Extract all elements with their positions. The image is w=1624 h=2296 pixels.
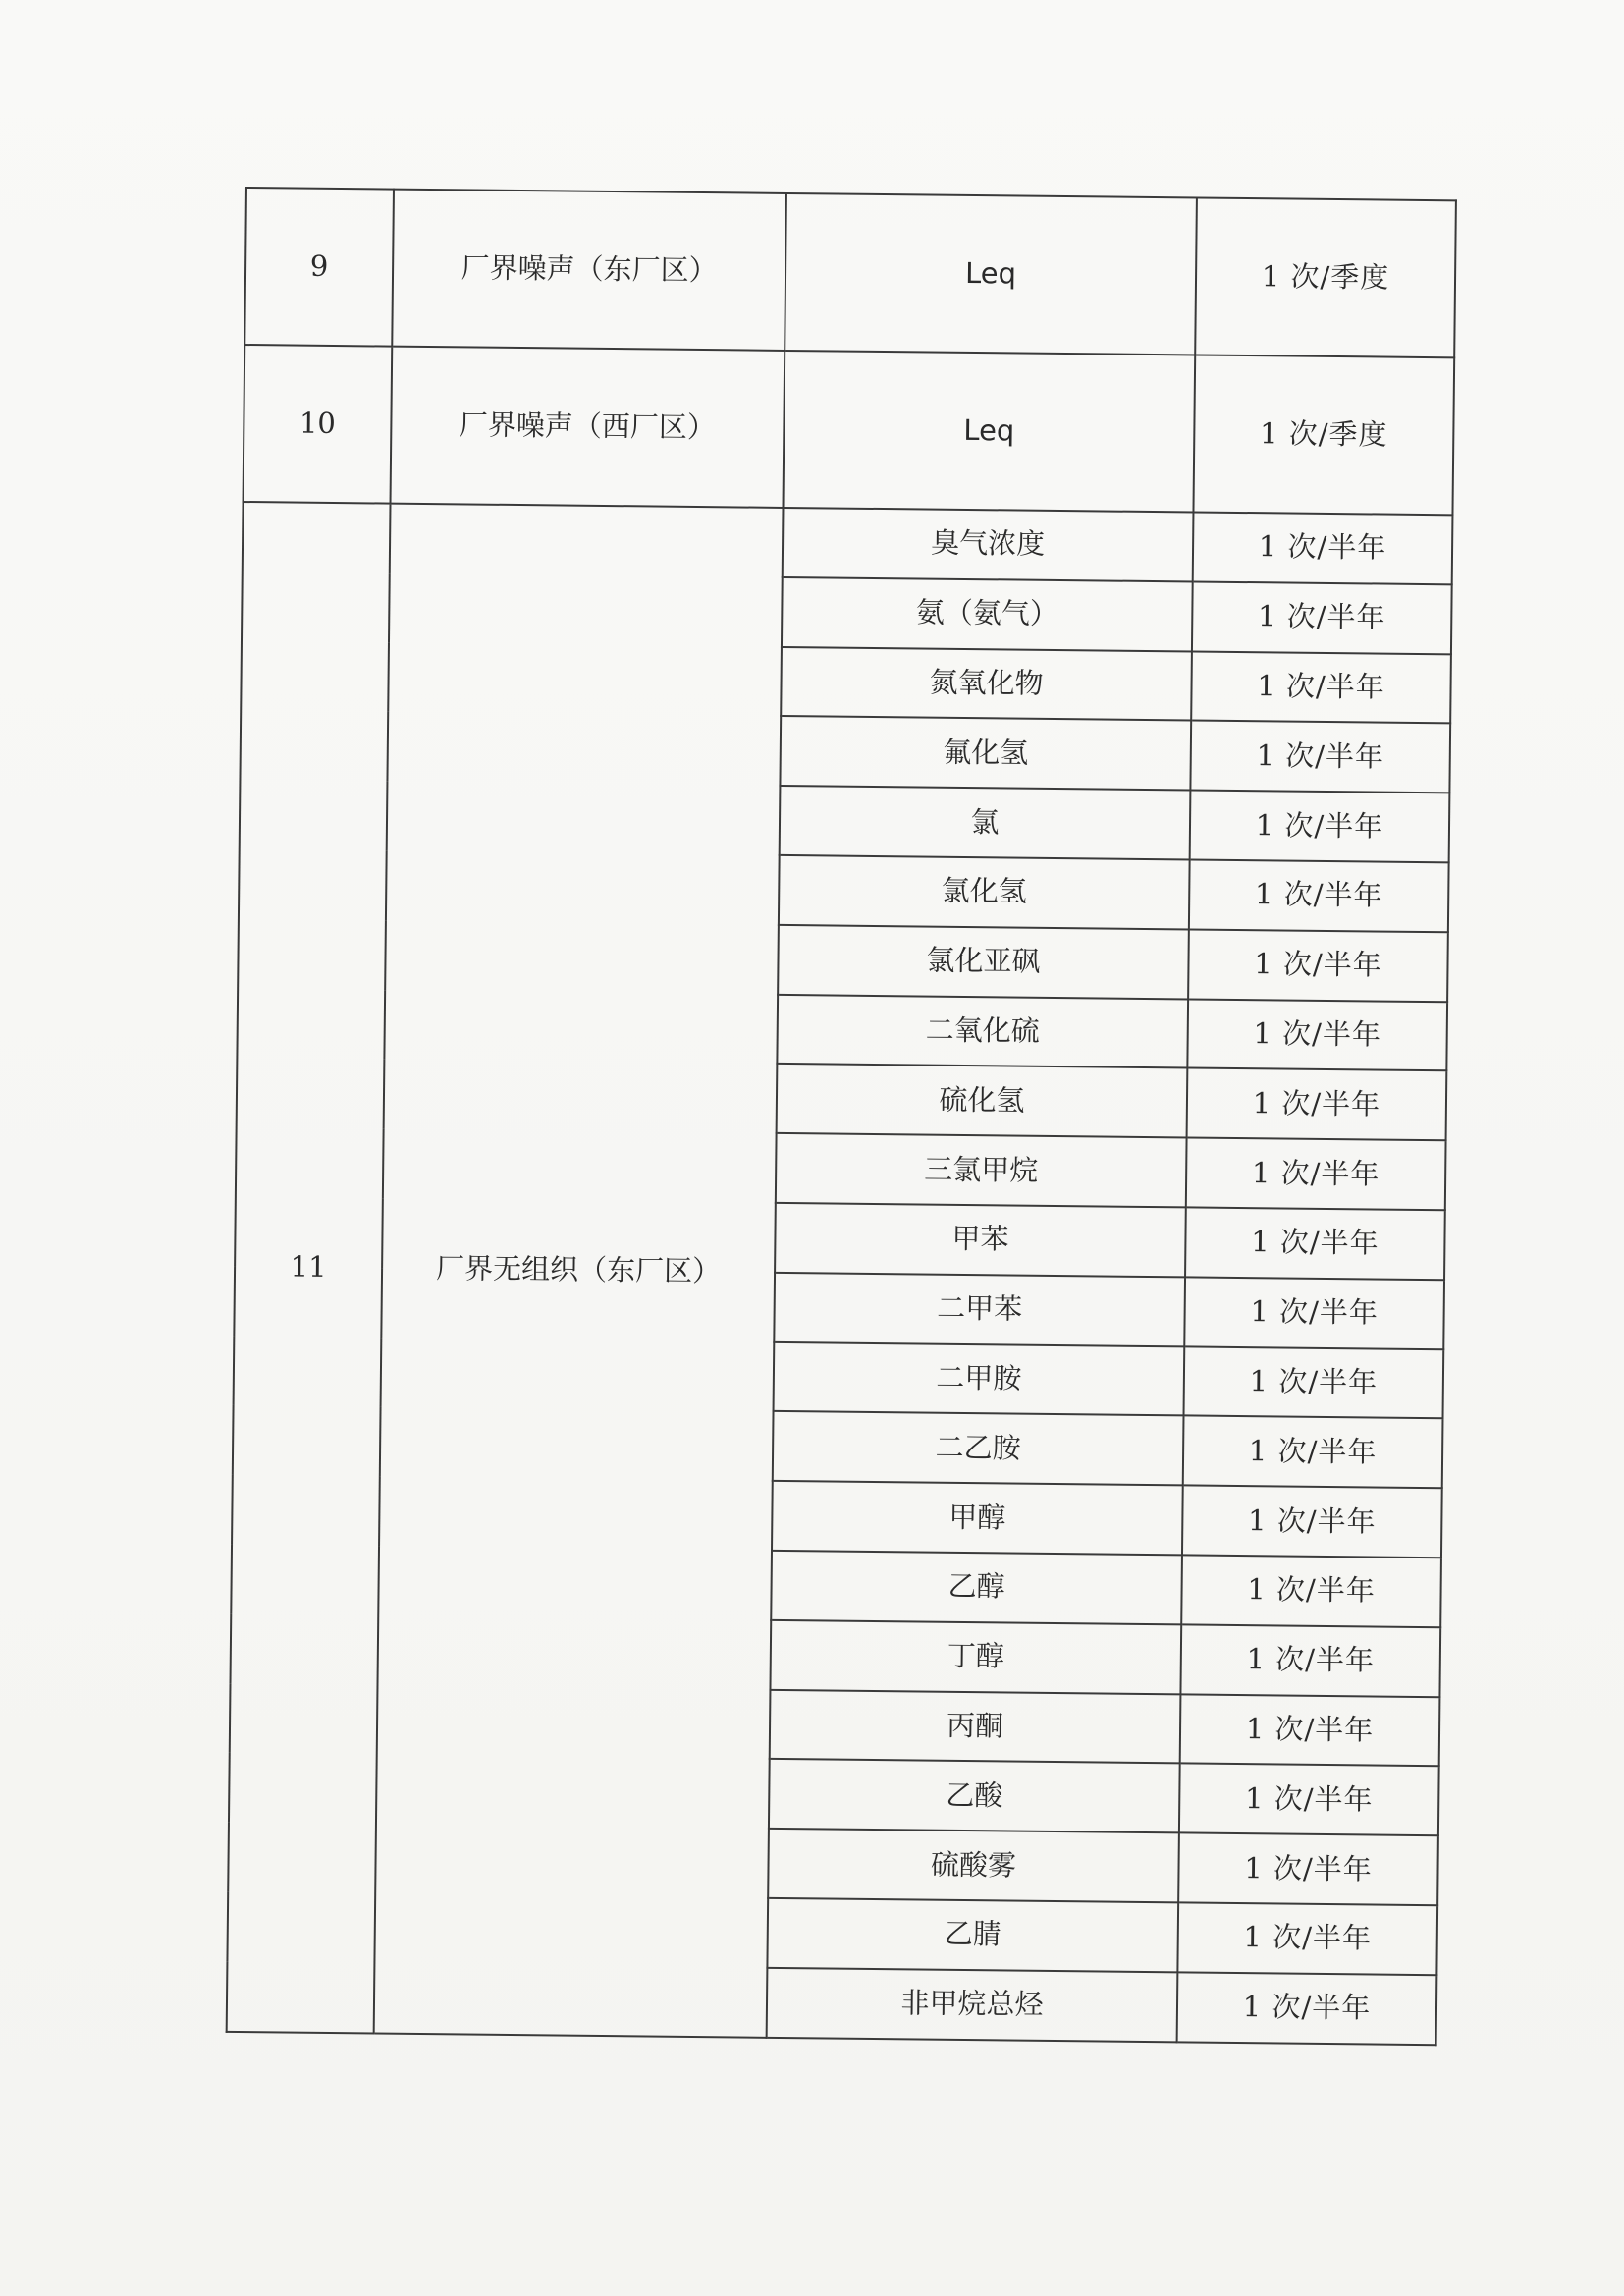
- monitoring-item: 硫酸雾: [768, 1829, 1179, 1902]
- monitoring-item: 二甲苯: [774, 1273, 1185, 1346]
- monitoring-frequency: 1 次/半年: [1181, 1555, 1441, 1627]
- monitoring-frequency: 1 次/半年: [1189, 859, 1449, 932]
- monitoring-item: 硫化氢: [777, 1064, 1188, 1137]
- monitoring-frequency: 1 次/半年: [1177, 1902, 1437, 1975]
- monitoring-item: 丙酮: [770, 1689, 1181, 1763]
- monitoring-frequency: 1 次/半年: [1180, 1694, 1440, 1767]
- monitoring-frequency: 1 次/半年: [1190, 721, 1450, 793]
- monitoring-item: Leq: [785, 193, 1197, 355]
- monitoring-frequency: 1 次/半年: [1182, 1486, 1442, 1558]
- monitoring-frequency: 1 次/半年: [1180, 1624, 1440, 1697]
- monitoring-point: 厂界无组织（东厂区）: [374, 504, 784, 2038]
- monitoring-item: 三氯甲烷: [776, 1133, 1187, 1207]
- monitoring-point: 厂界噪声（西厂区）: [391, 347, 785, 508]
- row-number: 10: [244, 345, 393, 504]
- monitoring-item: 氯化氢: [779, 855, 1190, 929]
- monitoring-table-body: [227, 188, 1456, 2045]
- table-row: [244, 345, 1455, 515]
- monitoring-frequency: 1 次/半年: [1177, 1972, 1437, 2045]
- monitoring-item: 丁醇: [770, 1620, 1181, 1694]
- monitoring-frequency: 1 次/半年: [1186, 1138, 1446, 1211]
- monitoring-item: Leq: [783, 351, 1195, 513]
- monitoring-frequency: 1 次/半年: [1179, 1764, 1439, 1836]
- monitoring-frequency: 1 次/半年: [1188, 929, 1448, 1002]
- monitoring-frequency: 1 次/半年: [1184, 1346, 1444, 1419]
- monitoring-item: 氯化亚砜: [778, 925, 1189, 999]
- monitoring-table: [226, 187, 1457, 2046]
- monitoring-item: 氮氧化物: [781, 647, 1192, 721]
- monitoring-item: 非甲烷总烃: [767, 1968, 1178, 2042]
- row-number: 9: [244, 188, 394, 347]
- monitoring-frequency: 1 次/半年: [1193, 512, 1453, 584]
- monitoring-frequency: 1 次/半年: [1190, 791, 1450, 863]
- monitoring-frequency: 1 次/半年: [1187, 1068, 1447, 1141]
- monitoring-item: 氯: [780, 786, 1191, 859]
- monitoring-item: 乙腈: [767, 1898, 1178, 1972]
- monitoring-item: 臭气浓度: [783, 508, 1194, 581]
- row-number: 11: [227, 502, 391, 2033]
- monitoring-item: 乙醇: [771, 1551, 1182, 1624]
- monitoring-item: 乙酸: [769, 1759, 1180, 1832]
- table-row: [243, 502, 1453, 584]
- monitoring-frequency: 1 次/半年: [1185, 1207, 1445, 1280]
- monitoring-frequency: 1 次/半年: [1192, 581, 1452, 654]
- monitoring-item: 二氧化硫: [777, 994, 1188, 1067]
- monitoring-item: 二乙胺: [773, 1411, 1184, 1485]
- monitoring-item: 氨（氨气）: [782, 577, 1193, 651]
- table-row: [244, 188, 1456, 357]
- monitoring-frequency: 1 次/半年: [1191, 651, 1451, 724]
- monitoring-frequency: 1 次/半年: [1184, 1277, 1444, 1349]
- monitoring-frequency: 1 次/半年: [1187, 999, 1447, 1071]
- monitoring-frequency: 1 次/季度: [1195, 197, 1456, 357]
- monitoring-frequency: 1 次/半年: [1183, 1416, 1443, 1489]
- monitoring-item: 二甲胺: [774, 1341, 1185, 1415]
- monitoring-item: 氟化氢: [780, 716, 1191, 790]
- monitoring-frequency: 1 次/半年: [1178, 1833, 1438, 1906]
- monitoring-frequency: 1 次/季度: [1193, 355, 1454, 515]
- monitoring-item: 甲苯: [775, 1203, 1186, 1277]
- monitoring-point: 厂界噪声（东厂区）: [392, 190, 786, 351]
- monitoring-item: 甲醇: [772, 1481, 1183, 1555]
